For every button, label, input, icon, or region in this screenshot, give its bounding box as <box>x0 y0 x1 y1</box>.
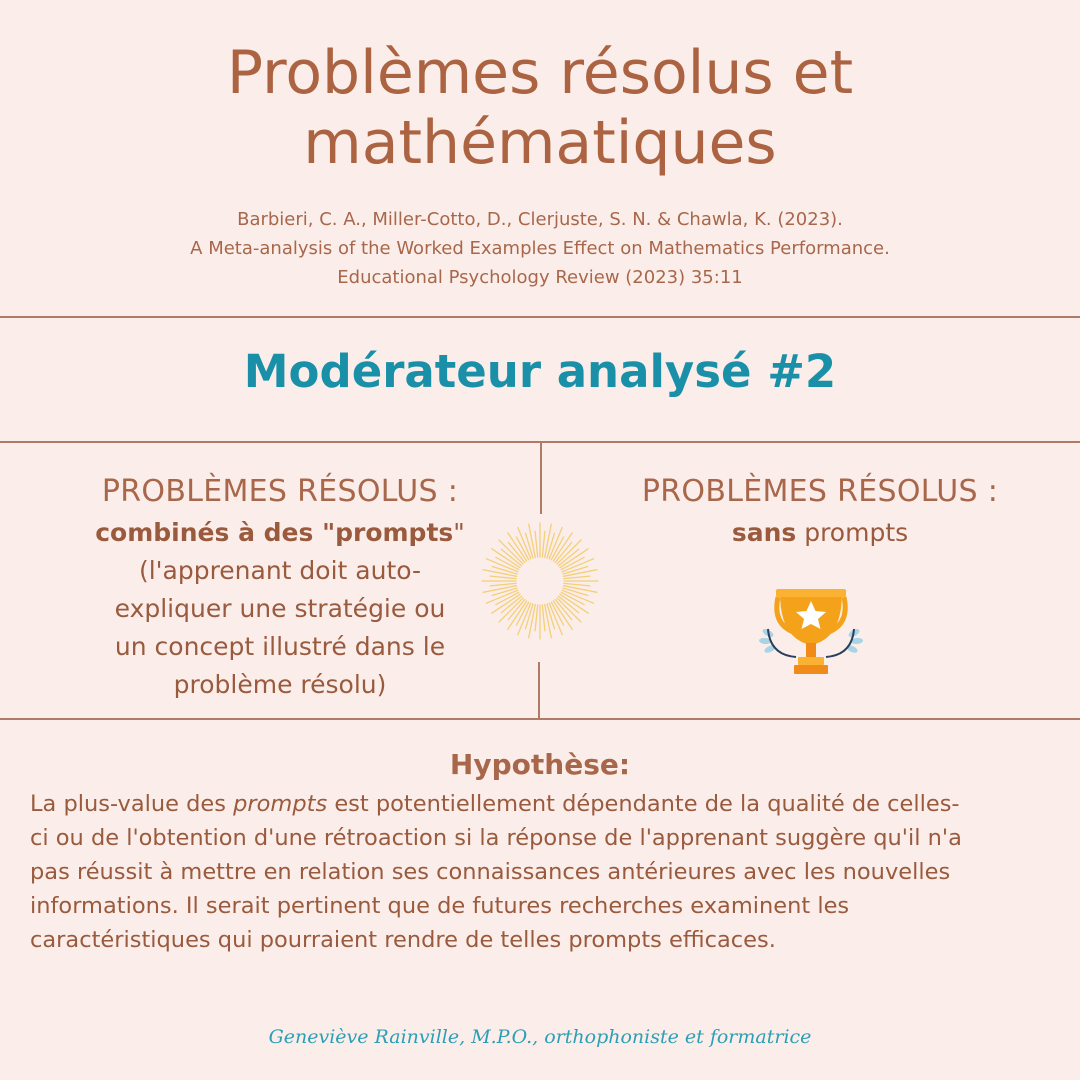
hypothesis-line-3: pas réussit à mettre en relation ses connaissances antérieures avec les nouvelles <box>30 859 951 885</box>
sun-ray <box>564 576 590 579</box>
sun-ray <box>535 531 538 557</box>
left-line-4: problème résolu) <box>173 670 387 699</box>
divider-bottom <box>0 718 1080 720</box>
hypothesis-title: Hypothèse: <box>449 748 631 781</box>
hypothesis-line-4: informations. Il serait pertinent que de futures recherches examinent les <box>30 893 850 919</box>
trophy-star-icon <box>758 583 864 678</box>
sun-ray <box>535 605 538 631</box>
right-column-heading: PROBLÈMES RÉSOLUS : <box>641 474 999 509</box>
hypothesis-line-5: caractéristiques qui pourraient rendre de telles prompts efficaces. <box>30 927 776 953</box>
left-column-heading: PROBLÈMES RÉSOLUS : <box>101 474 459 509</box>
right-bold-text: sans <box>731 518 797 547</box>
moderator-heading: Modérateur analysé #2 <box>243 345 837 398</box>
sun-ray <box>564 583 590 586</box>
column-divider-upper <box>540 441 542 514</box>
divider-top <box>0 316 1080 318</box>
citation-line-1: Barbieri, C. A., Miller-Cotto, D., Clerjuste, S. N. & Chawla, K. (2023). <box>237 209 843 230</box>
author-signature: Geneviève Rainville, M.P.O., orthophoniste et formatrice <box>268 1026 812 1048</box>
sunburst-icon <box>480 521 600 641</box>
title-line-1: Problèmes résolus et <box>226 38 854 108</box>
citation <box>0 205 1080 292</box>
sun-ray <box>542 531 545 557</box>
left-bold-line <box>30 514 530 552</box>
column-divider-lower <box>538 662 540 718</box>
left-line-3: un concept illustré dans le <box>114 632 446 661</box>
citation-line-2: A Meta-analysis of the Worked Examples Effect on Mathematics Performance. <box>190 238 890 259</box>
page-title <box>0 38 1080 178</box>
hypothesis-line-2: ci ou de l'obtention d'une rétroaction si la réponse de l'apprenant suggère qu'il n'a <box>30 825 962 851</box>
left-column-body <box>30 514 530 704</box>
sun-ray <box>542 605 545 631</box>
hypothesis-line-1-a: La plus-value des <box>30 791 234 817</box>
right-column-body <box>560 514 1080 552</box>
hypothesis-line-1 <box>30 787 1050 821</box>
citation-line-3: Educational Psychology Review (2023) 35:11 <box>337 267 743 288</box>
hypothesis-line-1-b: est potentiellement dépendante de la qualité de celles- <box>327 791 960 817</box>
left-line-2: expliquer une stratégie ou <box>114 594 446 623</box>
sun-ray <box>490 576 516 579</box>
title-line-2: mathématiques <box>303 108 777 178</box>
right-rest-text: prompts <box>796 518 909 547</box>
left-bold-text: combinés à des "prompts <box>95 518 454 547</box>
left-line-1: (l'apprenant doit auto- <box>138 556 422 585</box>
sun-ray <box>490 583 516 586</box>
hypothesis-body <box>30 787 1050 957</box>
left-bold-quote: " <box>453 518 465 547</box>
hypothesis-line-1-em: prompts <box>233 791 328 817</box>
